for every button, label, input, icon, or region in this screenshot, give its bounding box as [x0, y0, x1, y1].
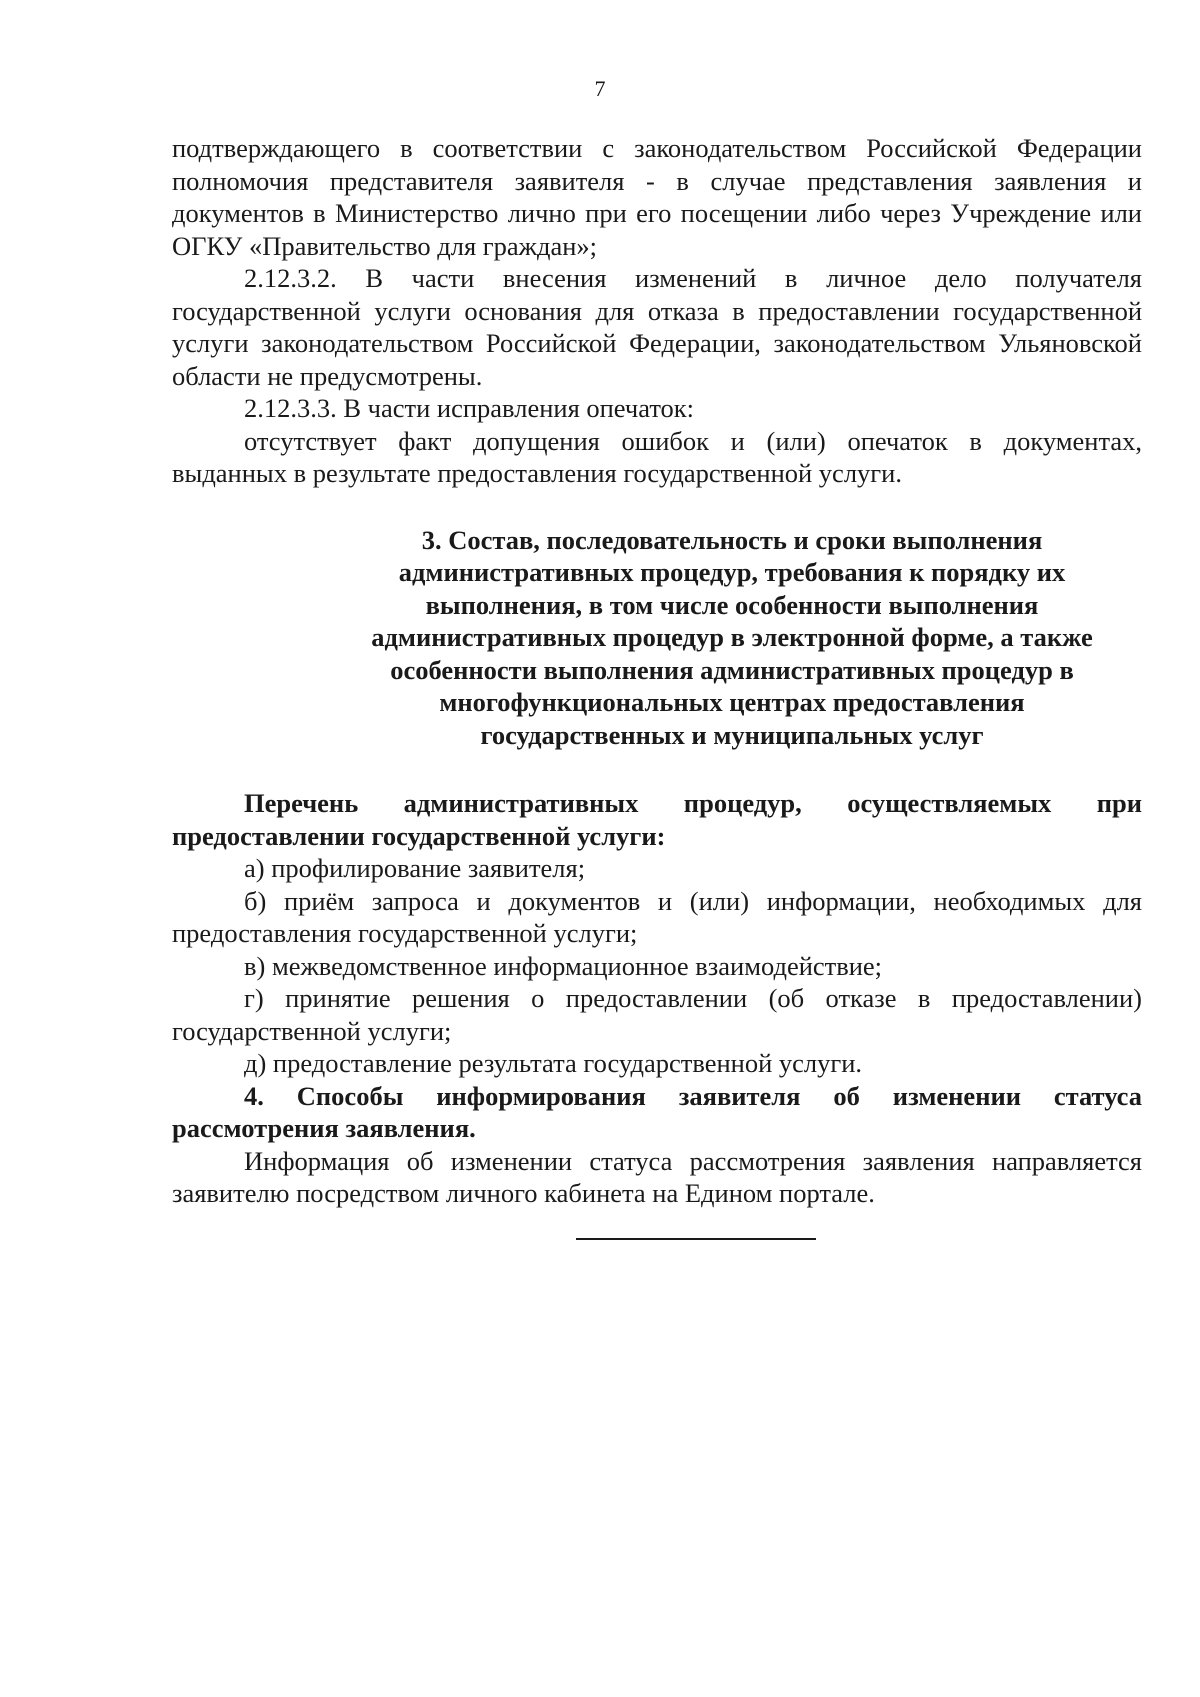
procedure-item: б) приём запроса и документов и (или) информации, необходимых для предоставления государственной услуги;: [172, 885, 1142, 948]
section-3-title-line: 3. Состав, последовательность и сроки выполнения: [421, 524, 1043, 555]
section-4-text: Информация об изменении статуса рассмотрения заявления направляется заявителю посредством личного кабинета на Едином портале.: [172, 1145, 1142, 1208]
page-number: 7: [594, 76, 606, 101]
procedure-item: в) межведомственное информационное взаимодействие;: [244, 950, 883, 981]
paragraph-2-12-3-2: 2.12.3.2. В части внесения изменений в личное дело получателя государственной услуги основания для отказа в предоставлении государственной услуги законодательством Российской Федерации, законодательством Ульяновской области не предусмотрены.: [172, 263, 1142, 391]
section-3-title-line: административных процедур, требования к порядку их: [398, 557, 1066, 587]
paragraph-typos-absent: отсутствует факт допущения ошибок и (или) опечаток в документах, выданных в результате предоставления государственной услуги.: [172, 425, 1142, 488]
section-3-title-line: административных процедур в электронной форме, а также: [371, 622, 1093, 652]
document-body: [172, 132, 1142, 1210]
paragraph-representative-authority: подтверждающего в соответствии с законодательством Российской Федерации полномочия представителя заявителя - в случае представления заявления и документов в Министерство лично при его посещении либо через Учреждение или ОГКУ «Правительство для граждан»;: [172, 133, 1142, 261]
section-3-title-line: многофункциональных центрах предоставления: [439, 687, 1025, 717]
section-3-title-line: государственных и муниципальных услуг: [480, 719, 984, 750]
end-divider-line: [576, 1238, 816, 1240]
section-4-heading: 4. Способы информирования заявителя об изменении статуса рассмотрения заявления.: [172, 1080, 1142, 1143]
section-3-title-line: выполнения, в том числе особенности выполнения: [425, 589, 1039, 620]
procedure-item: д) предоставление результата государственной услуги.: [244, 1048, 863, 1078]
procedures-heading: Перечень административных процедур, осуществляемых при предоставлении государственной услуги:: [172, 788, 1142, 851]
procedure-item: а) профилирование заявителя;: [244, 853, 586, 883]
section-3-title: [172, 524, 1142, 752]
paragraph-2-12-3-3: 2.12.3.3. В части исправления опечаток:: [244, 393, 695, 423]
section-3-title-line: особенности выполнения административных процедур в: [390, 654, 1074, 685]
procedure-item: г) принятие решения о предоставлении (об отказе в предоставлении) государственной услуги;: [172, 983, 1142, 1046]
